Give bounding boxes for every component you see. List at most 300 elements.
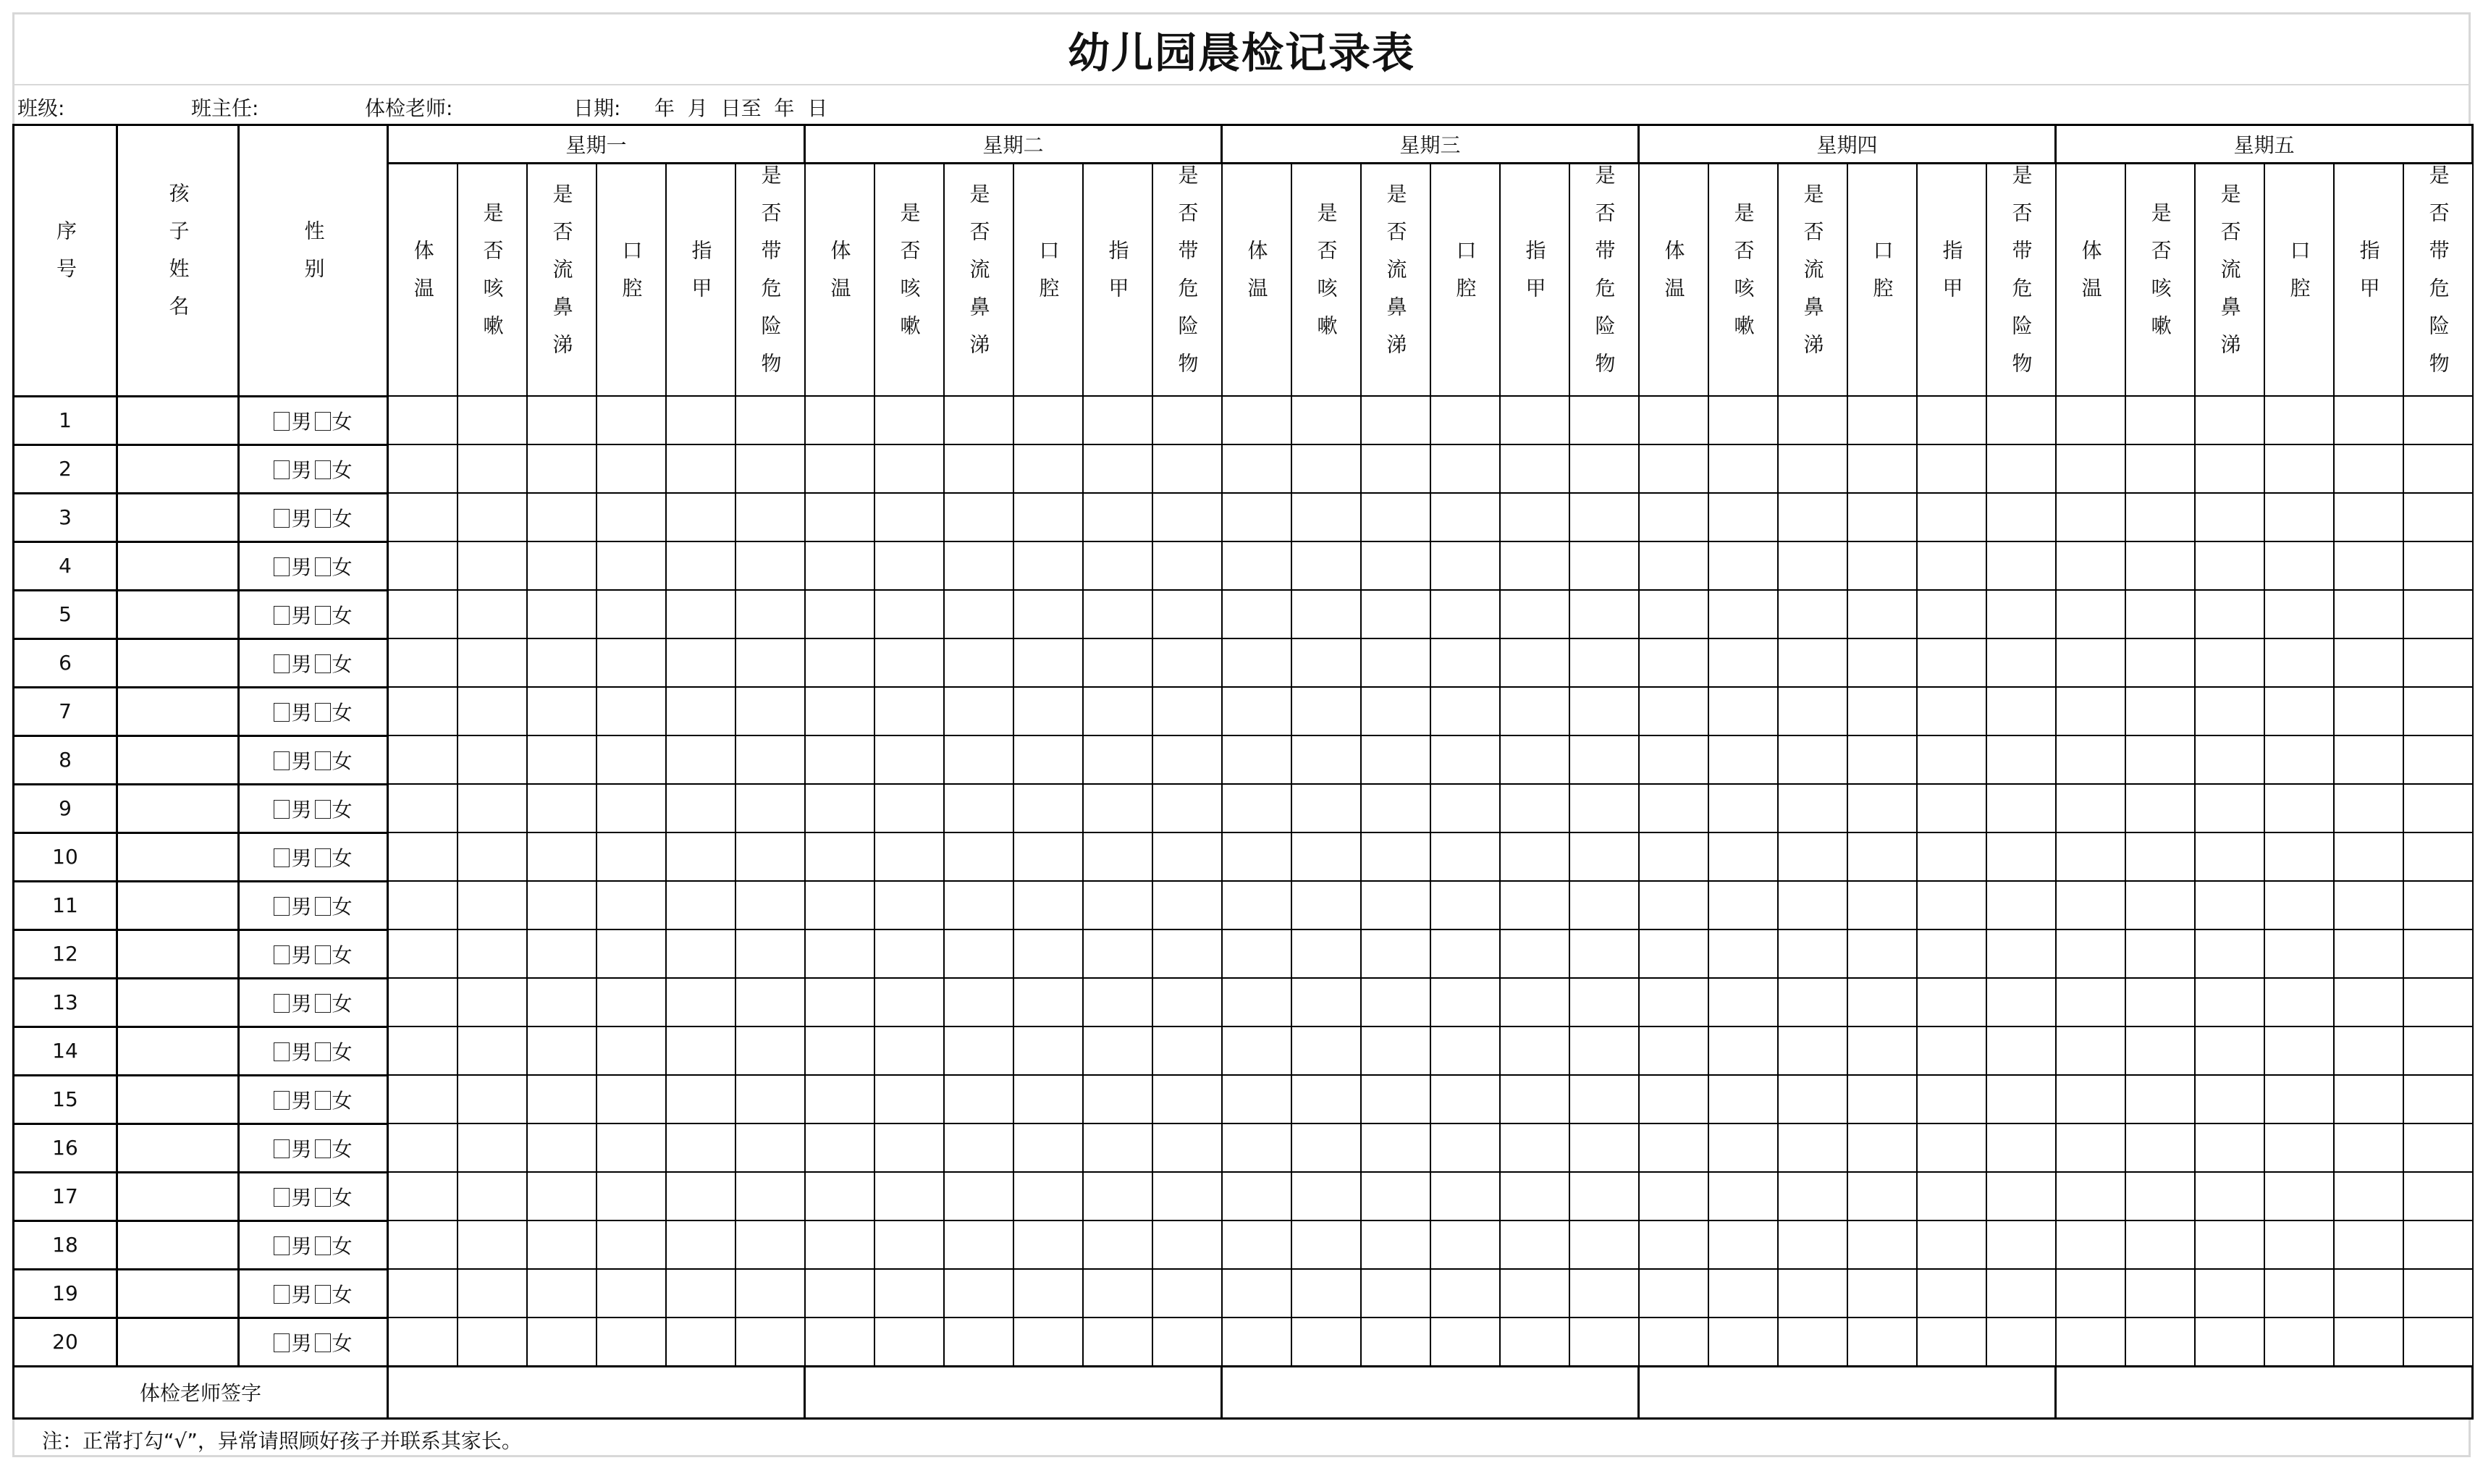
check-cell[interactable] [458, 1318, 527, 1366]
check-cell[interactable] [527, 444, 596, 493]
check-cell[interactable] [2056, 1172, 2125, 1220]
check-cell[interactable] [1708, 1220, 1778, 1269]
check-cell[interactable] [1013, 978, 1083, 1026]
check-cell[interactable] [1361, 444, 1430, 493]
checkbox-icon[interactable] [315, 1188, 331, 1207]
check-cell[interactable] [1013, 1318, 1083, 1366]
check-cell[interactable] [1083, 444, 1152, 493]
check-cell[interactable] [388, 978, 458, 1026]
check-cell[interactable] [2125, 1172, 2195, 1220]
gender-option[interactable] [274, 943, 311, 967]
check-cell[interactable] [735, 541, 805, 590]
gender-option[interactable] [274, 701, 311, 725]
check-cell[interactable] [2195, 1075, 2264, 1123]
check-cell[interactable] [2334, 541, 2403, 590]
check-cell[interactable] [1500, 1172, 1569, 1220]
check-cell[interactable] [805, 1220, 874, 1269]
check-cell[interactable] [805, 590, 874, 638]
check-cell[interactable] [2334, 687, 2403, 735]
check-cell[interactable] [458, 638, 527, 687]
gender-option[interactable] [315, 1040, 353, 1064]
check-cell[interactable] [1986, 1269, 2056, 1318]
check-cell[interactable] [874, 1026, 944, 1075]
check-cell[interactable] [2403, 638, 2473, 687]
check-cell[interactable] [2125, 687, 2195, 735]
check-cell[interactable] [1500, 687, 1569, 735]
check-cell[interactable] [944, 1026, 1013, 1075]
check-cell[interactable] [1847, 638, 1917, 687]
check-cell[interactable] [1152, 784, 1222, 832]
gender-option[interactable] [274, 798, 311, 822]
gender-option[interactable] [274, 846, 311, 870]
gender-option[interactable] [315, 652, 353, 676]
check-cell[interactable] [1013, 444, 1083, 493]
check-cell[interactable] [874, 590, 944, 638]
check-cell[interactable] [1569, 444, 1639, 493]
check-cell[interactable] [944, 493, 1013, 541]
check-cell[interactable] [458, 929, 527, 978]
check-cell[interactable] [666, 444, 735, 493]
check-cell[interactable] [1500, 493, 1569, 541]
check-cell[interactable] [1291, 396, 1361, 444]
check-cell[interactable] [2334, 929, 2403, 978]
check-cell[interactable] [527, 541, 596, 590]
check-cell[interactable] [944, 881, 1013, 929]
gender-option[interactable] [315, 1331, 353, 1355]
check-cell[interactable] [874, 1318, 944, 1366]
check-cell[interactable] [805, 784, 874, 832]
check-cell[interactable] [1222, 1318, 1291, 1366]
check-cell[interactable] [2125, 1123, 2195, 1172]
check-cell[interactable] [458, 1220, 527, 1269]
check-cell[interactable] [2056, 832, 2125, 881]
checkbox-icon[interactable] [274, 1188, 290, 1207]
date-range-field[interactable]: 年 月 日至 年 日 [654, 96, 828, 120]
check-cell[interactable] [1500, 881, 1569, 929]
check-cell[interactable] [1291, 493, 1361, 541]
check-cell[interactable] [388, 735, 458, 784]
checkbox-icon[interactable] [274, 460, 290, 479]
check-cell[interactable] [805, 541, 874, 590]
check-cell[interactable] [1917, 493, 1986, 541]
check-cell[interactable] [666, 638, 735, 687]
check-cell[interactable] [944, 1318, 1013, 1366]
check-cell[interactable] [1222, 1172, 1291, 1220]
check-cell[interactable] [2264, 444, 2334, 493]
check-cell[interactable] [2195, 881, 2264, 929]
gender-option[interactable] [274, 749, 311, 773]
checkbox-icon[interactable] [274, 848, 290, 867]
check-cell[interactable] [2195, 929, 2264, 978]
check-cell[interactable] [1152, 735, 1222, 784]
check-cell[interactable] [666, 1172, 735, 1220]
check-cell[interactable] [1500, 1123, 1569, 1172]
check-cell[interactable] [527, 687, 596, 735]
check-cell[interactable] [1986, 929, 2056, 978]
check-cell[interactable] [1083, 1172, 1152, 1220]
child-name-cell[interactable] [117, 444, 239, 493]
check-cell[interactable] [2125, 881, 2195, 929]
check-cell[interactable] [1430, 735, 1500, 784]
checkbox-icon[interactable] [274, 1091, 290, 1110]
checkbox-icon[interactable] [274, 897, 290, 916]
check-cell[interactable] [1430, 832, 1500, 881]
check-cell[interactable] [874, 1075, 944, 1123]
check-cell[interactable] [1986, 784, 2056, 832]
check-cell[interactable] [2334, 1026, 2403, 1075]
check-cell[interactable] [874, 929, 944, 978]
check-cell[interactable] [1500, 396, 1569, 444]
check-cell[interactable] [1847, 1220, 1917, 1269]
check-cell[interactable] [944, 978, 1013, 1026]
check-cell[interactable] [1500, 638, 1569, 687]
check-cell[interactable] [1917, 1269, 1986, 1318]
check-cell[interactable] [1430, 1269, 1500, 1318]
check-cell[interactable] [1917, 1172, 1986, 1220]
check-cell[interactable] [1639, 832, 1708, 881]
check-cell[interactable] [2125, 493, 2195, 541]
check-cell[interactable] [1847, 1075, 1917, 1123]
check-teacher-label[interactable]: 体检老师: [365, 96, 453, 120]
check-cell[interactable] [1013, 784, 1083, 832]
check-cell[interactable] [1708, 978, 1778, 1026]
gender-option[interactable] [274, 507, 311, 531]
check-cell[interactable] [1083, 881, 1152, 929]
check-cell[interactable] [2125, 1026, 2195, 1075]
check-cell[interactable] [1222, 1123, 1291, 1172]
check-cell[interactable] [735, 1269, 805, 1318]
check-cell[interactable] [388, 1220, 458, 1269]
check-cell[interactable] [2403, 1318, 2473, 1366]
check-cell[interactable] [1083, 1075, 1152, 1123]
check-cell[interactable] [2056, 1123, 2125, 1172]
check-cell[interactable] [2403, 444, 2473, 493]
check-cell[interactable] [458, 1269, 527, 1318]
check-cell[interactable] [2195, 832, 2264, 881]
check-cell[interactable] [1639, 396, 1708, 444]
check-cell[interactable] [1222, 978, 1291, 1026]
check-cell[interactable] [735, 881, 805, 929]
check-cell[interactable] [1291, 1026, 1361, 1075]
check-cell[interactable] [1222, 832, 1291, 881]
check-cell[interactable] [666, 1075, 735, 1123]
check-cell[interactable] [1986, 541, 2056, 590]
check-cell[interactable] [2264, 735, 2334, 784]
check-cell[interactable] [1291, 638, 1361, 687]
check-cell[interactable] [1917, 978, 1986, 1026]
check-cell[interactable] [1152, 590, 1222, 638]
check-cell[interactable] [1569, 784, 1639, 832]
check-cell[interactable] [1361, 687, 1430, 735]
check-cell[interactable] [1708, 735, 1778, 784]
check-cell[interactable] [2264, 590, 2334, 638]
check-cell[interactable] [2403, 881, 2473, 929]
check-cell[interactable] [1569, 832, 1639, 881]
check-cell[interactable] [2403, 1075, 2473, 1123]
check-cell[interactable] [1152, 929, 1222, 978]
check-cell[interactable] [805, 735, 874, 784]
check-cell[interactable] [1013, 881, 1083, 929]
check-cell[interactable] [2264, 493, 2334, 541]
check-cell[interactable] [1430, 881, 1500, 929]
check-cell[interactable] [1778, 1026, 1847, 1075]
checkbox-icon[interactable] [274, 1236, 290, 1255]
check-cell[interactable] [596, 1172, 666, 1220]
check-cell[interactable] [1361, 1269, 1430, 1318]
check-cell[interactable] [596, 541, 666, 590]
check-cell[interactable] [1152, 1172, 1222, 1220]
check-cell[interactable] [2056, 1026, 2125, 1075]
gender-option[interactable] [274, 1234, 311, 1258]
check-cell[interactable] [2125, 784, 2195, 832]
check-cell[interactable] [1500, 978, 1569, 1026]
check-cell[interactable] [388, 881, 458, 929]
check-cell[interactable] [1778, 444, 1847, 493]
check-cell[interactable] [1778, 1220, 1847, 1269]
check-cell[interactable] [1291, 929, 1361, 978]
check-cell[interactable] [2195, 1269, 2264, 1318]
check-cell[interactable] [944, 541, 1013, 590]
check-cell[interactable] [735, 1075, 805, 1123]
check-cell[interactable] [2195, 1123, 2264, 1172]
check-cell[interactable] [1639, 493, 1708, 541]
gender-option[interactable] [315, 1137, 353, 1161]
check-cell[interactable] [1917, 832, 1986, 881]
check-cell[interactable] [735, 735, 805, 784]
check-cell[interactable] [1847, 444, 1917, 493]
check-cell[interactable] [666, 541, 735, 590]
check-cell[interactable] [2334, 1220, 2403, 1269]
check-cell[interactable] [1291, 541, 1361, 590]
check-cell[interactable] [1847, 784, 1917, 832]
check-cell[interactable] [1639, 687, 1708, 735]
check-cell[interactable] [458, 493, 527, 541]
check-cell[interactable] [1639, 1269, 1708, 1318]
check-cell[interactable] [1986, 1220, 2056, 1269]
check-cell[interactable] [1291, 1075, 1361, 1123]
check-cell[interactable] [944, 396, 1013, 444]
check-cell[interactable] [1847, 687, 1917, 735]
check-cell[interactable] [735, 832, 805, 881]
check-cell[interactable] [1639, 590, 1708, 638]
check-cell[interactable] [874, 493, 944, 541]
check-cell[interactable] [944, 1123, 1013, 1172]
gender-option[interactable] [315, 798, 353, 822]
check-cell[interactable] [2056, 1075, 2125, 1123]
check-cell[interactable] [2334, 638, 2403, 687]
check-cell[interactable] [1917, 1026, 1986, 1075]
check-cell[interactable] [1013, 735, 1083, 784]
check-cell[interactable] [1847, 832, 1917, 881]
check-cell[interactable] [1847, 929, 1917, 978]
check-cell[interactable] [2056, 493, 2125, 541]
check-cell[interactable] [805, 1075, 874, 1123]
check-cell[interactable] [1917, 1075, 1986, 1123]
check-cell[interactable] [1917, 735, 1986, 784]
check-cell[interactable] [1639, 978, 1708, 1026]
checkbox-icon[interactable] [274, 557, 290, 576]
check-cell[interactable] [1917, 541, 1986, 590]
check-cell[interactable] [458, 881, 527, 929]
check-cell[interactable] [1986, 1075, 2056, 1123]
check-cell[interactable] [1013, 1026, 1083, 1075]
check-cell[interactable] [1917, 444, 1986, 493]
check-cell[interactable] [1917, 929, 1986, 978]
check-cell[interactable] [2264, 832, 2334, 881]
check-cell[interactable] [1847, 881, 1917, 929]
check-cell[interactable] [2195, 1318, 2264, 1366]
check-cell[interactable] [2264, 1269, 2334, 1318]
check-cell[interactable] [527, 978, 596, 1026]
check-cell[interactable] [1083, 1318, 1152, 1366]
check-cell[interactable] [1639, 1123, 1708, 1172]
check-cell[interactable] [1222, 735, 1291, 784]
check-cell[interactable] [2195, 978, 2264, 1026]
check-cell[interactable] [1847, 396, 1917, 444]
check-cell[interactable] [1500, 1075, 1569, 1123]
check-cell[interactable] [1222, 687, 1291, 735]
check-cell[interactable] [527, 784, 596, 832]
check-cell[interactable] [1083, 396, 1152, 444]
check-cell[interactable] [2125, 590, 2195, 638]
check-cell[interactable] [1291, 590, 1361, 638]
check-cell[interactable] [1986, 444, 2056, 493]
check-cell[interactable] [1430, 1318, 1500, 1366]
check-cell[interactable] [1569, 1123, 1639, 1172]
check-cell[interactable] [1778, 590, 1847, 638]
check-cell[interactable] [527, 590, 596, 638]
check-cell[interactable] [2264, 1075, 2334, 1123]
check-cell[interactable] [805, 1123, 874, 1172]
check-cell[interactable] [2334, 1172, 2403, 1220]
check-cell[interactable] [1569, 541, 1639, 590]
checkbox-icon[interactable] [315, 1236, 331, 1255]
gender-option[interactable] [315, 1089, 353, 1113]
check-cell[interactable] [1986, 978, 2056, 1026]
check-cell[interactable] [1917, 687, 1986, 735]
check-cell[interactable] [1708, 832, 1778, 881]
check-cell[interactable] [1500, 735, 1569, 784]
check-cell[interactable] [596, 638, 666, 687]
check-cell[interactable] [944, 444, 1013, 493]
check-cell[interactable] [1152, 1318, 1222, 1366]
check-cell[interactable] [2403, 590, 2473, 638]
gender-option[interactable] [274, 555, 311, 579]
check-cell[interactable] [1361, 1075, 1430, 1123]
check-cell[interactable] [1291, 1220, 1361, 1269]
check-cell[interactable] [1847, 735, 1917, 784]
check-cell[interactable] [1639, 881, 1708, 929]
check-cell[interactable] [735, 638, 805, 687]
check-cell[interactable] [805, 978, 874, 1026]
check-cell[interactable] [1778, 784, 1847, 832]
child-name-cell[interactable] [117, 1318, 239, 1366]
check-cell[interactable] [735, 1220, 805, 1269]
class-label[interactable]: 班级: [17, 96, 65, 120]
check-cell[interactable] [1361, 1172, 1430, 1220]
checkbox-icon[interactable] [274, 606, 290, 625]
check-cell[interactable] [2334, 1123, 2403, 1172]
check-cell[interactable] [2056, 929, 2125, 978]
check-cell[interactable] [1083, 978, 1152, 1026]
check-cell[interactable] [527, 881, 596, 929]
check-cell[interactable] [2056, 444, 2125, 493]
checkbox-icon[interactable] [315, 412, 331, 431]
gender-option[interactable] [274, 1137, 311, 1161]
check-cell[interactable] [2264, 638, 2334, 687]
check-cell[interactable] [2334, 1318, 2403, 1366]
check-cell[interactable] [1291, 832, 1361, 881]
check-cell[interactable] [1500, 1318, 1569, 1366]
check-cell[interactable] [2403, 784, 2473, 832]
check-cell[interactable] [2264, 1220, 2334, 1269]
check-cell[interactable] [1917, 784, 1986, 832]
check-cell[interactable] [874, 541, 944, 590]
check-cell[interactable] [1778, 638, 1847, 687]
check-cell[interactable] [2125, 978, 2195, 1026]
check-cell[interactable] [388, 1026, 458, 1075]
check-cell[interactable] [1778, 493, 1847, 541]
check-cell[interactable] [2125, 735, 2195, 784]
check-cell[interactable] [1361, 1123, 1430, 1172]
check-cell[interactable] [944, 638, 1013, 687]
check-cell[interactable] [2125, 929, 2195, 978]
check-cell[interactable] [527, 1075, 596, 1123]
check-cell[interactable] [666, 978, 735, 1026]
check-cell[interactable] [1986, 590, 2056, 638]
check-cell[interactable] [458, 978, 527, 1026]
check-cell[interactable] [458, 541, 527, 590]
check-cell[interactable] [2264, 1123, 2334, 1172]
check-cell[interactable] [666, 832, 735, 881]
check-cell[interactable] [1083, 541, 1152, 590]
check-cell[interactable] [2056, 784, 2125, 832]
checkbox-icon[interactable] [315, 606, 331, 625]
check-cell[interactable] [2195, 735, 2264, 784]
check-cell[interactable] [735, 396, 805, 444]
check-cell[interactable] [1013, 590, 1083, 638]
check-cell[interactable] [1500, 1220, 1569, 1269]
check-cell[interactable] [1291, 1123, 1361, 1172]
check-cell[interactable] [1083, 832, 1152, 881]
check-cell[interactable] [1430, 929, 1500, 978]
check-cell[interactable] [388, 493, 458, 541]
check-cell[interactable] [388, 687, 458, 735]
check-cell[interactable] [1986, 832, 2056, 881]
check-cell[interactable] [944, 687, 1013, 735]
gender-option[interactable] [315, 992, 353, 1016]
check-cell[interactable] [874, 1269, 944, 1318]
check-cell[interactable] [1500, 832, 1569, 881]
child-name-cell[interactable] [117, 493, 239, 541]
check-cell[interactable] [2334, 444, 2403, 493]
child-name-cell[interactable] [117, 881, 239, 929]
check-cell[interactable] [1152, 541, 1222, 590]
check-cell[interactable] [1500, 1269, 1569, 1318]
check-cell[interactable] [1708, 1269, 1778, 1318]
checkbox-icon[interactable] [315, 509, 331, 528]
check-cell[interactable] [1222, 590, 1291, 638]
check-cell[interactable] [527, 1269, 596, 1318]
check-cell[interactable] [388, 784, 458, 832]
check-cell[interactable] [596, 735, 666, 784]
check-cell[interactable] [596, 1269, 666, 1318]
check-cell[interactable] [2125, 1220, 2195, 1269]
checkbox-icon[interactable] [315, 557, 331, 576]
check-cell[interactable] [1013, 1172, 1083, 1220]
check-cell[interactable] [1152, 687, 1222, 735]
gender-option[interactable] [315, 604, 353, 628]
